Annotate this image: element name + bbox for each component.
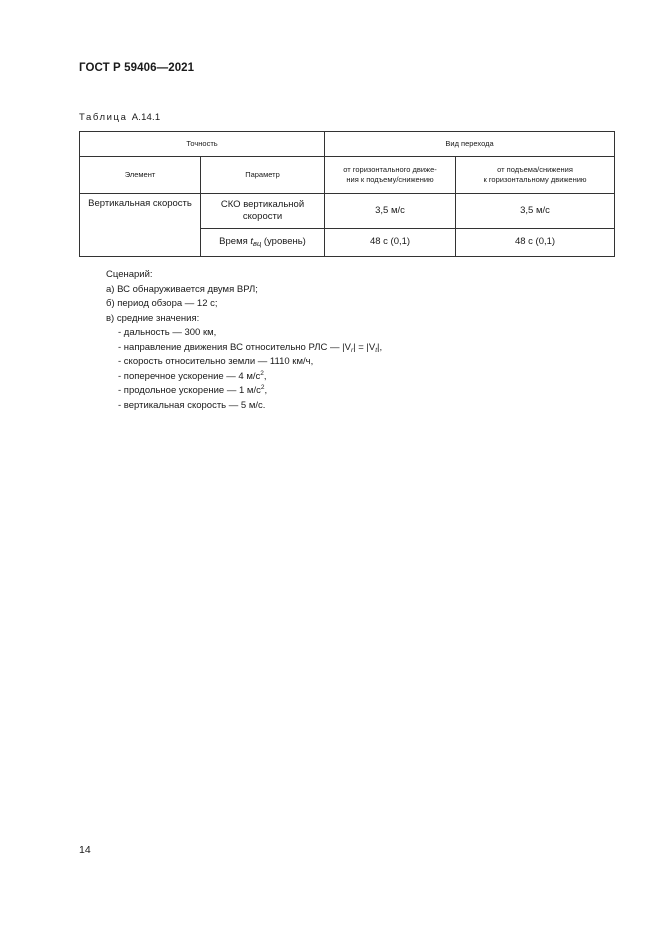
header-vertical-to-horizontal: от подъема/снижения к горизонтальному движению [456,157,615,194]
lateral-suffix: , [263,370,267,382]
cell-value-1: 3,5 м/с [325,194,456,229]
cell-element: Вертикальная скорость [80,194,201,257]
header-horizontal-to-vertical: от горизонтального движе- ния к подъему/снижению [325,157,456,194]
table-header-row-1 [80,132,615,157]
cell-parameter [201,229,325,257]
parameter-suffix: (уровень) [261,236,306,248]
table-row [80,194,615,229]
table-header-row-2 [80,157,615,194]
accuracy-table [79,131,615,257]
scenario-lateral-acceleration [106,370,382,385]
table-caption-word: Таблица [79,112,128,123]
direction-suffix: |, [377,341,383,353]
direction-subscript-t: t [375,346,378,354]
scenario-ground-speed: - скорость относительно земли — 1110 км/ч, [118,356,314,367]
longitudinal-prefix: - продольное ускорение — 1 м/с [118,385,261,396]
header-parameter: Параметр [201,157,325,194]
scenario-direction [106,341,382,356]
scenario-title: Сценарий: [106,269,153,280]
direction-prefix: - направление движения ВС относительно РЛС — |V [118,341,351,353]
cell-value-2: 48 с (0,1) [456,229,615,257]
header-element: Элемент [80,157,201,194]
table-caption-number: А.14.1 [131,112,161,123]
parameter-subscript: вц [253,239,262,249]
direction-mid: | = |V [353,341,376,353]
page-number: 14 [79,844,91,856]
scenario-item-a: а) ВС обнаруживается двумя ВРЛ; [106,283,258,295]
scenario-vertical-speed: - вертикальная скорость — 5 м/с. [118,399,266,411]
longitudinal-superscript: 2 [260,384,265,391]
cell-parameter: СКО вертикальной скорости [201,194,325,229]
scenario-range: - дальность — 300 км, [118,327,217,338]
direction-subscript-r: r [350,346,354,354]
table-caption [79,112,160,123]
cell-value-2: 3,5 м/с [456,194,615,229]
scenario-block [106,268,382,413]
longitudinal-suffix: , [264,385,268,396]
lateral-prefix: - поперечное ускорение — 4 м/с [118,370,261,382]
header-accuracy: Точность [80,132,325,157]
lateral-superscript: 2 [260,369,264,377]
cell-value-1: 48 с (0,1) [325,229,456,257]
scenario-longitudinal-acceleration [106,384,382,399]
document-header: ГОСТ Р 59406—2021 [79,62,195,74]
header-transition-type: Вид перехода [325,132,615,157]
parameter-symbol: t [250,236,254,248]
scenario-item-c: в) средние значения: [106,312,200,324]
scenario-item-b: б) период обзора — 12 с; [106,298,218,309]
parameter-prefix: Время [219,236,251,248]
